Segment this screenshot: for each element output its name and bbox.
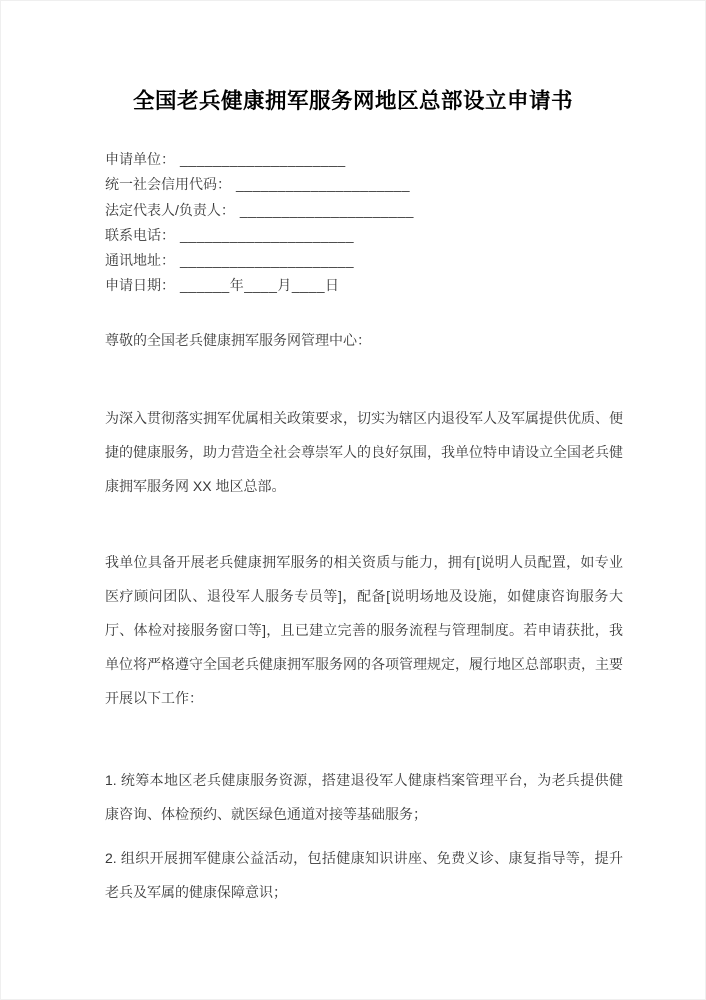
field-label-phone: 联系电话： bbox=[105, 226, 175, 243]
field-blank-address: _____________________ bbox=[180, 252, 355, 269]
form-field-applicant-unit bbox=[105, 147, 623, 172]
form-field-address bbox=[105, 248, 623, 273]
field-label-application-date: 申请日期： bbox=[105, 277, 175, 294]
list-item-1: 1. 统筹本地区老兵健康服务资源，搭建退役军人健康档案管理平台，为老兵提供健康咨询、体检预约、就医绿色通道对接等基础服务； bbox=[105, 771, 623, 822]
form-field-phone bbox=[105, 223, 623, 248]
field-label-applicant-unit: 申请单位： bbox=[105, 151, 175, 167]
salutation-line: 尊敬的全国老兵健康拥军服务网管理中心： bbox=[105, 331, 371, 348]
field-blank-phone: _____________________ bbox=[180, 226, 355, 243]
field-label-address: 通讯地址： bbox=[105, 252, 175, 269]
applicant-info-block bbox=[105, 147, 623, 299]
form-field-credit-code bbox=[105, 172, 623, 197]
paragraph-purpose: 为深入贯彻落实拥军优属相关政策要求，切实为辖区内退役军人及军属提供优质、便捷的健康服务，助力营造全社会尊崇军人的良好氛围，我单位特申请设立全国老兵健康拥军服务网 XX 地区总部。 bbox=[105, 409, 623, 494]
form-field-legal-representative bbox=[105, 198, 623, 223]
field-label-credit-code: 统一社会信用代码： bbox=[105, 176, 231, 193]
document-body bbox=[105, 147, 623, 909]
field-blank-application-date: ______年____月____日 bbox=[180, 277, 340, 294]
field-blank-credit-code: _____________________ bbox=[236, 176, 411, 193]
paragraph-qualifications: 我单位具备开展老兵健康拥军服务的相关资质与能力，拥有[说明人员配置，如专业医疗顾问团队、退役军人服务专员等]，配备[说明场地及设施，如健康咨询服务大厅、体检对接服务窗口等]，且已建立完善的服务流程与管理制度。若申请获批，我单位将严格遵守全国老兵健康拥军服务网的各项管理规定，履行地区总部职责，主要开展以下工作： bbox=[105, 553, 623, 706]
document-title: 全国老兵健康拥军服务网地区总部设立申请书 bbox=[132, 89, 573, 113]
list-item-2: 2. 组织开展拥军健康公益活动，包括健康知识讲座、免费义诊、康复指导等，提升老兵及军属的健康保障意识； bbox=[105, 849, 623, 900]
field-blank-applicant-unit: ____________________ bbox=[180, 151, 346, 167]
form-field-application-date bbox=[105, 273, 623, 298]
field-blank-legal-representative: _____________________ bbox=[239, 201, 414, 218]
field-label-legal-representative: 法定代表人/负责人： bbox=[105, 201, 235, 218]
